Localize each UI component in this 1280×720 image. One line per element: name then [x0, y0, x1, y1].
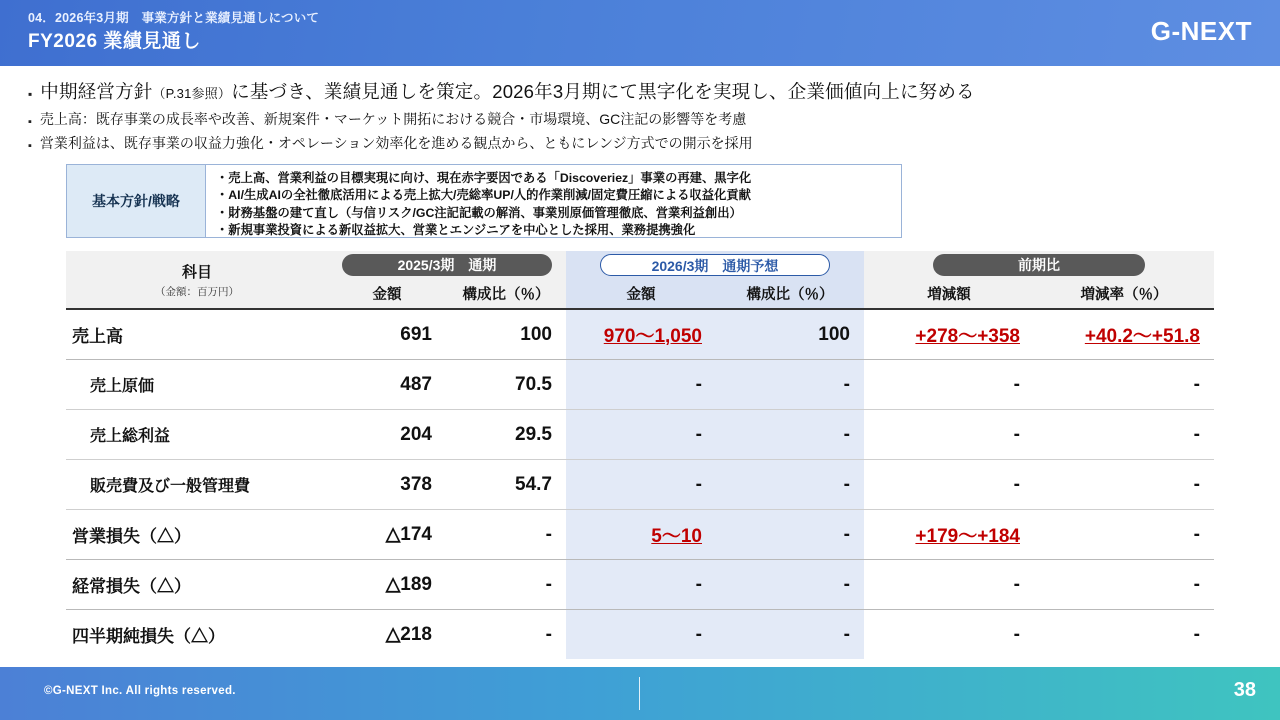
policy-line-2: ・AI/生成AIの全社徹底活用による売上拡大/売総率UP/人的作業削減/固定費圧縮による収益化貢献: [216, 188, 751, 203]
bullet-operating-profit-text: 営業利益は、既存事業の収益力強化・オペレーション効率化を進める観点から、ともにレンジ方式での開示を採用: [39, 134, 753, 151]
cell-curr-amount: -: [566, 560, 716, 610]
cell-diff-amount: -: [864, 410, 1034, 460]
cell-prev-amount: △218: [385, 624, 432, 645]
subheader-curr-amount: 金額: [566, 278, 716, 309]
cell-diff-rate: -: [1034, 510, 1214, 560]
row-item-label: 営業損失（△）: [66, 510, 328, 560]
table-row: [66, 309, 1214, 360]
highlighted-value: 970〜1,050: [603, 326, 702, 347]
cell-curr-amount: -: [566, 360, 716, 410]
page-title: FY2026 業績見通し: [28, 31, 201, 52]
table-header-item-unit: （金額：百万円）: [155, 285, 239, 298]
table-row: [66, 460, 1214, 510]
cell-curr-amount: -: [566, 610, 716, 660]
bullet-marker-icon: ▪: [28, 87, 33, 101]
table-row: [66, 510, 1214, 560]
cell-curr-ratio: -: [716, 460, 864, 510]
table-row: [66, 560, 1214, 610]
highlighted-value: +278〜+358: [915, 326, 1020, 347]
cell-diff-amount: [864, 510, 1034, 560]
subheader-curr-ratio: 構成比（％）: [716, 278, 864, 309]
cell-prev-ratio: 54.7: [446, 460, 566, 510]
cell-curr-amount: -: [566, 460, 716, 510]
cell-prev-amount: 204: [328, 410, 446, 460]
group-pill-current: 2026/3期 通期予想: [600, 254, 830, 276]
cell-diff-rate: -: [1034, 560, 1214, 610]
cell-prev-ratio: 70.5: [446, 360, 566, 410]
cell-prev-amount: 691: [328, 309, 446, 360]
cell-diff-amount: -: [864, 560, 1034, 610]
highlighted-value: +179〜+184: [915, 526, 1020, 547]
group-pill-prev: 2025/3期 通期: [342, 254, 552, 276]
subheader-prev-ratio: 構成比（％）: [446, 278, 566, 309]
cell-diff-rate: -: [1193, 623, 1200, 645]
table-header-item-main: 科目: [181, 263, 212, 281]
cell-curr-ratio: 100: [716, 309, 864, 360]
cell-curr-amount: [566, 309, 716, 360]
bullet-item-revenue: [28, 109, 1258, 130]
footer-divider: [639, 677, 640, 710]
table-row: [66, 610, 1214, 660]
row-item-label: 四半期純損失（△）: [72, 627, 225, 646]
cell-prev-amount: △189: [328, 560, 446, 610]
table-row: [66, 360, 1214, 410]
policy-line-1: ・売上高、営業利益の目標実現に向け、現在赤字要因である「Discoveriez」事業の再建、黒字化: [216, 171, 752, 185]
row-item-label: 経常損失（△）: [66, 560, 328, 610]
cell-prev-amount: 378: [328, 460, 446, 510]
cell-diff-rate: -: [1034, 410, 1214, 460]
cell-curr-ratio: -: [716, 560, 864, 610]
table-group-current-forecast: [566, 251, 864, 278]
policy-box-lines: [206, 165, 901, 237]
cell-curr-ratio: -: [716, 610, 864, 660]
subheader-diff-amount: 増減額: [864, 278, 1034, 309]
cell-curr-ratio: -: [716, 510, 864, 560]
page-number: 38: [1233, 679, 1256, 701]
table-header-groups: [66, 251, 1214, 278]
cell-prev-ratio: 29.5: [446, 410, 566, 460]
bullet-item-lead: [28, 78, 1258, 106]
brand-logo: G-NEXT: [1150, 16, 1252, 46]
copyright-text: ©G-NEXT Inc. All rights reserved.: [44, 685, 236, 697]
cell-prev-amount: △174: [328, 510, 446, 560]
bullet-revenue-text: 売上高：既存事業の成長率や改善、新規案件・マーケット開拓における競合・市場環境、GC注記の影響等を考慮: [39, 110, 747, 127]
bullet-lead-b: に基づき、業績見通しを策定。2026年3月期にて黒字化を実現し、企業価値向上に努める: [231, 81, 975, 102]
cell-curr-amount: -: [566, 410, 716, 460]
highlighted-value: +40.2〜+51.8: [1084, 326, 1200, 347]
row-item-label: 販売費及び一般管理費: [66, 460, 328, 510]
header-section-label: 04．2026年3月期 事業方針と業績見通しについて: [28, 11, 320, 25]
row-item-label: 売上高: [66, 309, 328, 360]
bullet-lead-reference: （P.31参照）: [152, 86, 232, 101]
cell-diff-amount: [864, 309, 1034, 360]
bullet-marker-icon: ▪: [28, 115, 32, 128]
cell-prev-amount: 487: [328, 360, 446, 410]
cell-prev-ratio: -: [446, 510, 566, 560]
subheader-prev-amount: 金額: [328, 278, 446, 309]
cell-diff-rate: -: [1034, 460, 1214, 510]
row-item-label: 売上原価: [66, 360, 328, 410]
policy-box: [66, 164, 902, 238]
table-body: [66, 309, 1214, 659]
cell-prev-ratio: -: [446, 560, 566, 610]
row-item-label: 売上総利益: [66, 410, 328, 460]
bullet-list: [28, 78, 1258, 157]
cell-diff-amount: -: [1013, 623, 1020, 645]
table-header-item: [66, 251, 328, 309]
policy-box-label: 基本方針/戦略: [67, 165, 206, 237]
bullet-item-operating-profit: [28, 133, 1258, 154]
subheader-diff-rate: 増減率（％）: [1034, 278, 1214, 309]
policy-line-3: ・財務基盤の建て直し（与信リスク/GC注記記載の解消、事業別原価管理徹底、営業利益創出）: [216, 205, 742, 220]
cell-diff-amount: -: [864, 360, 1034, 410]
cell-curr-ratio: -: [716, 410, 864, 460]
table-group-prev-period: [328, 251, 566, 278]
cell-curr-amount: [566, 510, 716, 560]
slide-header: [0, 0, 1280, 66]
cell-diff-rate: -: [1034, 360, 1214, 410]
highlighted-value: 5〜10: [651, 526, 702, 547]
cell-diff-amount: -: [864, 460, 1034, 510]
group-pill-yoy: 前期比: [933, 254, 1145, 276]
bullet-lead-text: [40, 78, 974, 106]
table-row: [66, 410, 1214, 460]
cell-diff-rate: [1034, 309, 1214, 360]
policy-line-4: ・新規事業投資による新収益拡大、営業とエンジニアを中心とした採用、業務提携強化: [216, 223, 696, 238]
financial-forecast-table: [66, 251, 1214, 659]
cell-prev-ratio: 100: [446, 309, 566, 360]
bullet-lead-a: 中期経営方針: [40, 81, 153, 102]
slide-footer: [0, 667, 1280, 720]
cell-curr-ratio: -: [716, 360, 864, 410]
table-group-yoy: [864, 251, 1214, 278]
cell-prev-ratio: -: [545, 623, 552, 645]
bullet-marker-icon: ▪: [28, 139, 32, 152]
